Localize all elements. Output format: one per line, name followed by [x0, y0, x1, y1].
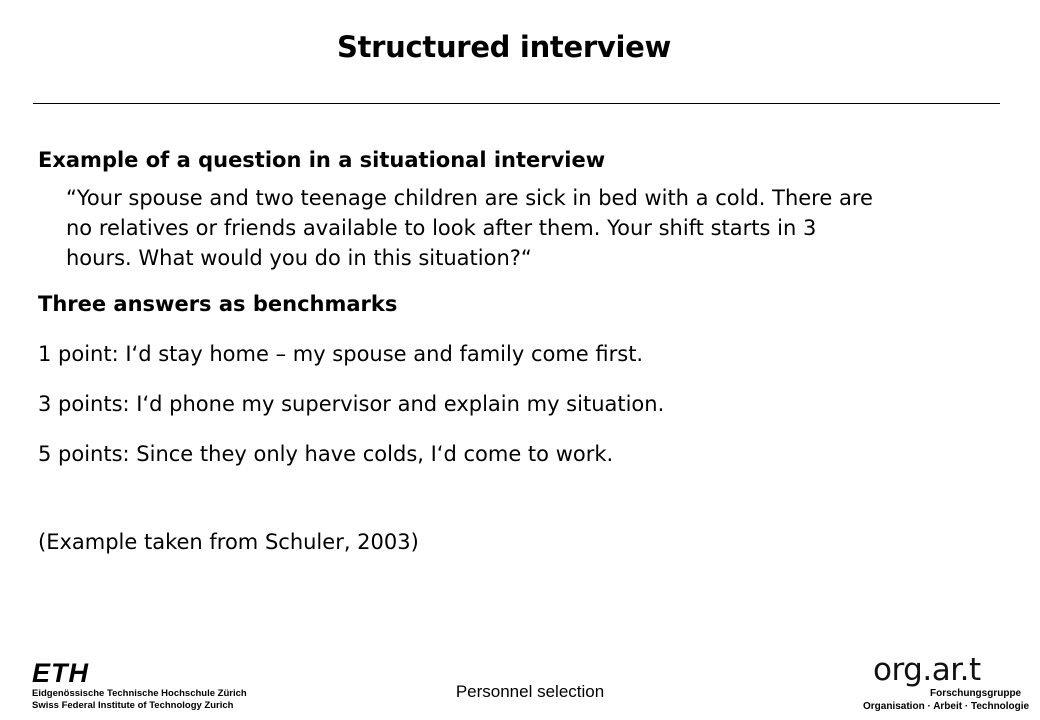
eth-line-german: Eidgenössische Technische Hochschule Zürich	[32, 688, 247, 699]
orgart-tagline: Organisation · Arbeit · Technologie	[863, 701, 1030, 712]
source-citation: (Example taken from Schuler, 2003)	[38, 530, 419, 554]
footer-topic: Personnel selection	[455, 682, 605, 701]
slide-title: Structured interview	[337, 30, 671, 64]
answer-1-point: 1 point: I‘d stay home – my spouse and family come first.	[38, 342, 644, 366]
orgart-subtitle: Forschungsgruppe	[930, 688, 1022, 699]
title-divider	[33, 103, 1000, 104]
benchmarks-heading: Three answers as benchmarks	[38, 292, 398, 316]
quote-line: “Your spouse and two teenage children are sick in bed with a cold. There are	[66, 186, 873, 210]
answer-3-points: 3 points: I‘d phone my supervisor and explain my situation.	[38, 392, 665, 416]
question-heading: Example of a question in a situational interview	[38, 148, 606, 172]
eth-logo-wordmark: ETH	[32, 660, 89, 686]
eth-line-english: Swiss Federal Institute of Technology Zurich	[32, 700, 234, 711]
orgart-logo: org.ar.t	[873, 652, 981, 688]
slide-content	[38, 145, 988, 577]
interview-question-quote	[66, 183, 986, 273]
quote-line: hours. What would you do in this situation?“	[66, 246, 532, 270]
quote-line: no relatives or friends available to look after them. Your shift starts in 3	[66, 216, 817, 240]
answer-5-points: 5 points: Since they only have colds, I‘d come to work.	[38, 442, 614, 466]
